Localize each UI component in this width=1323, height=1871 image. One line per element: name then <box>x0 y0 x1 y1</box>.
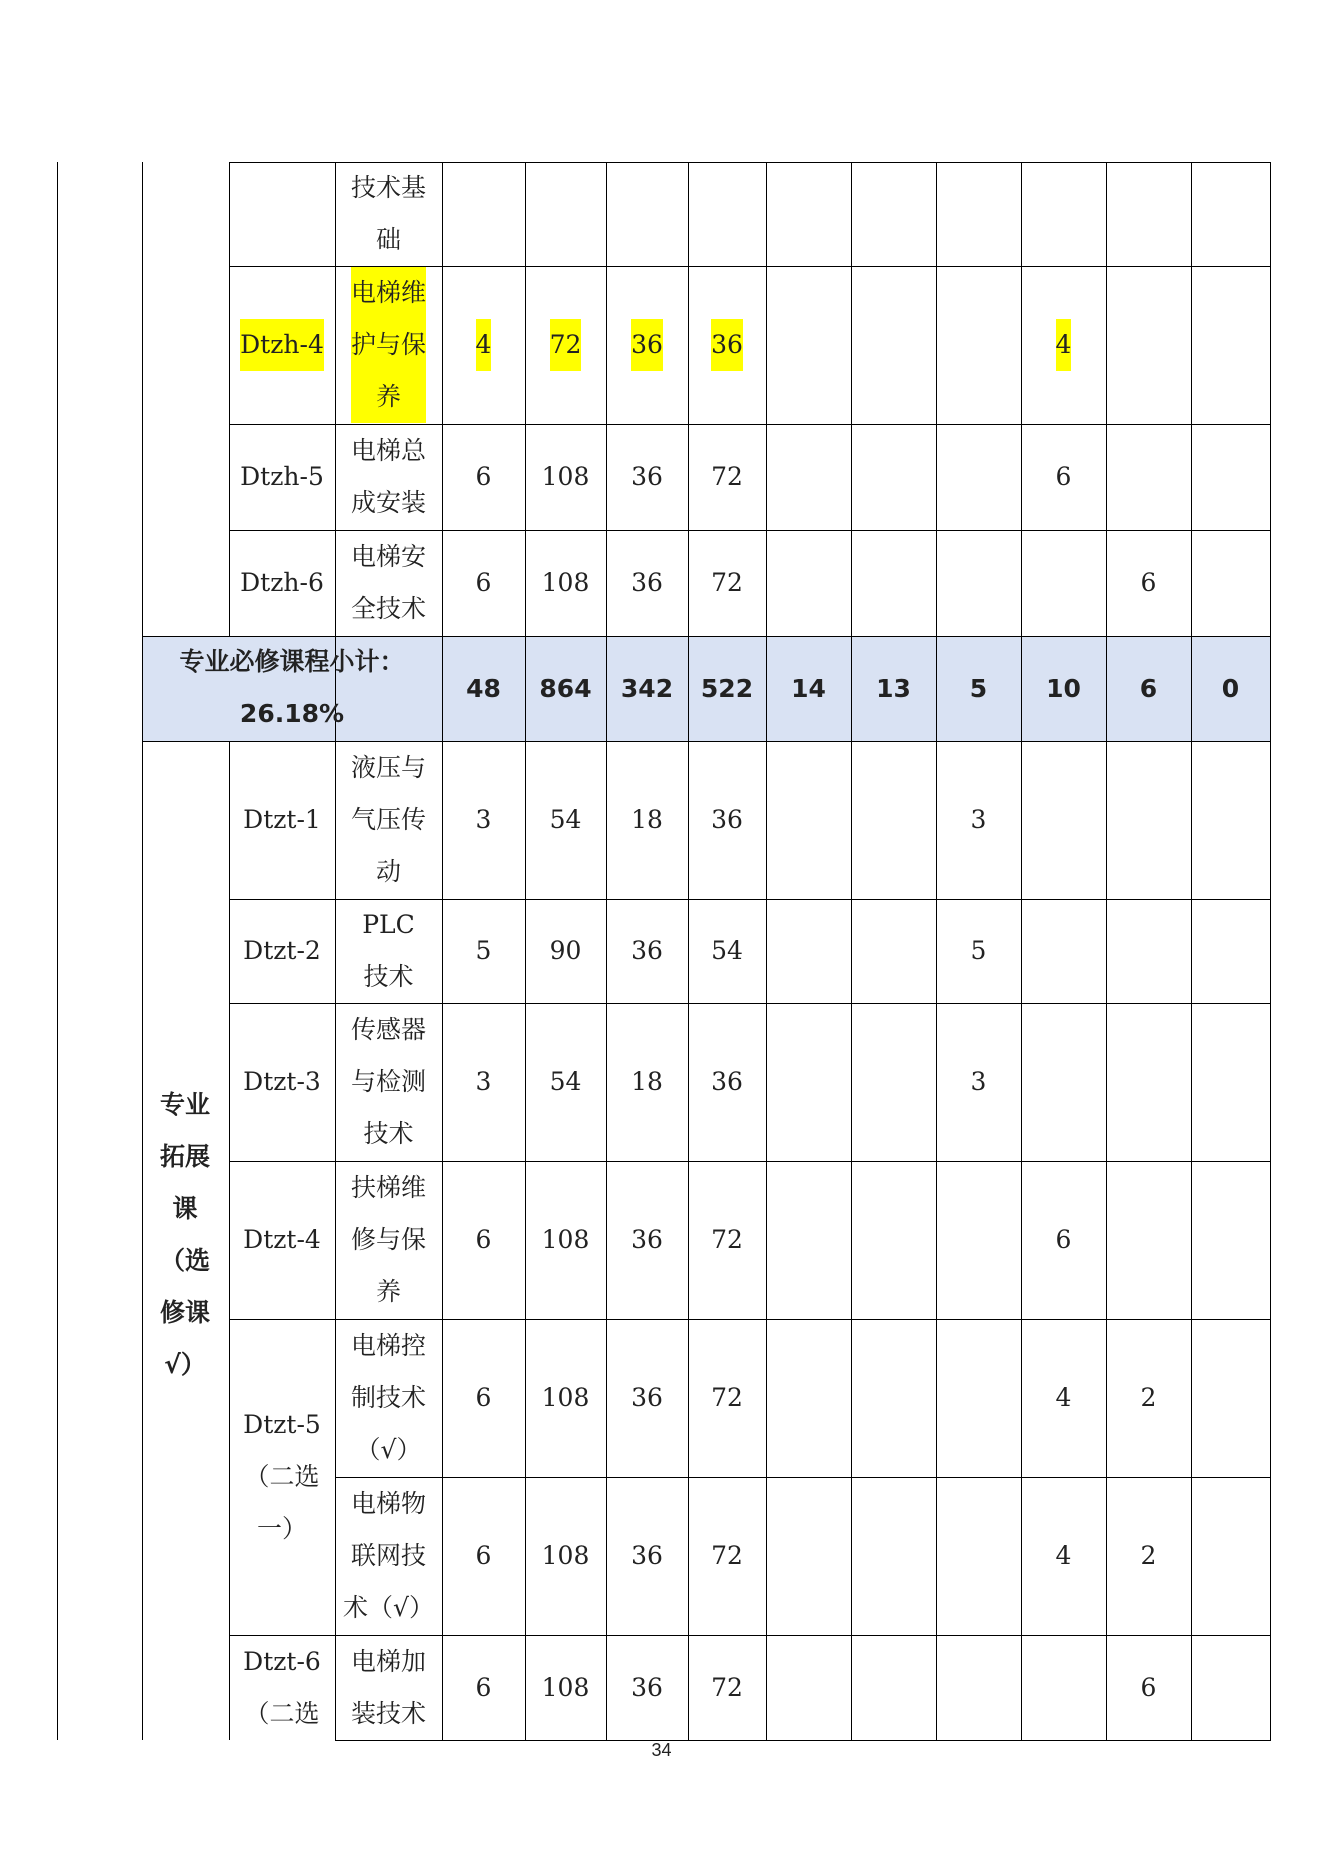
course-name-cell <box>335 899 442 1003</box>
value-cell-practice <box>688 1319 766 1477</box>
value-cell-hours-text: 90 <box>549 936 582 965</box>
course-name-cell-text: 电梯物 联网技 术（√） <box>343 1489 434 1622</box>
value-cell-theory <box>606 530 688 636</box>
value-cell-s2 <box>851 162 936 266</box>
value-cell-hours <box>525 1003 606 1161</box>
value-cell-practice-text: 72 <box>711 1541 743 1570</box>
value-cell-s3 <box>936 266 1021 424</box>
value-cell-credits <box>442 1319 525 1477</box>
value-cell-s5 <box>1106 1477 1191 1635</box>
value-cell-theory-text: 36 <box>631 319 663 371</box>
course-name-cell-text: PLC 技术 <box>362 910 415 991</box>
value-cell-theory-text: 36 <box>631 568 663 597</box>
subtotal-value <box>688 636 766 741</box>
value-cell-s5 <box>1106 266 1191 424</box>
course-name-cell <box>335 1319 442 1477</box>
value-cell-theory <box>606 162 688 266</box>
subtotal-value <box>606 636 688 741</box>
course-name-cell <box>335 530 442 636</box>
value-cell-s3 <box>936 424 1021 530</box>
value-cell-s3-text: 3 <box>970 805 987 834</box>
course-name-cell-text: 电梯安 全技术 <box>350 542 426 623</box>
value-cell-s4 <box>1021 1319 1106 1477</box>
value-cell-s4 <box>1021 741 1106 899</box>
value-cell-s4-text: 6 <box>1055 1225 1072 1254</box>
value-cell-s3 <box>936 1003 1021 1161</box>
value-cell-theory <box>606 1319 688 1477</box>
value-cell-s5-text: 6 <box>1140 568 1157 597</box>
course-code-cell <box>229 530 335 636</box>
value-cell-s4 <box>1021 1477 1106 1635</box>
value-cell-s2 <box>851 424 936 530</box>
value-cell-s6 <box>1191 266 1270 424</box>
value-cell-s6 <box>1191 741 1270 899</box>
page-number: 34 <box>651 1740 672 1760</box>
course-code-cell-text: Dtzh-5 <box>240 462 324 491</box>
subtotal-label: 专业必修课程小计： 26.18% <box>179 647 405 728</box>
subtotal-value-text: 13 <box>876 673 911 703</box>
value-cell-credits <box>442 1161 525 1319</box>
value-cell-practice <box>688 162 766 266</box>
course-code-cell <box>229 162 335 266</box>
value-cell-s2 <box>851 741 936 899</box>
value-cell-s2 <box>851 1319 936 1477</box>
course-code-cell <box>229 266 335 424</box>
value-cell-credits-text: 6 <box>475 462 492 491</box>
value-cell-s6 <box>1191 1477 1270 1635</box>
value-cell-practice <box>688 1003 766 1161</box>
value-cell-hours <box>525 1319 606 1477</box>
value-cell-hours-text: 54 <box>549 1067 582 1096</box>
value-cell-credits-text: 3 <box>475 1067 492 1096</box>
value-cell-hours-text: 108 <box>541 568 590 597</box>
course-name-cell <box>335 266 442 424</box>
value-cell-hours <box>525 1635 606 1740</box>
value-cell-s6 <box>1191 1635 1270 1740</box>
value-cell-s1 <box>766 899 851 1003</box>
value-cell-s1 <box>766 266 851 424</box>
course-name-cell-text: 扶梯维 修与保 养 <box>350 1173 426 1306</box>
course-code-cell <box>229 1161 335 1319</box>
value-cell-s2 <box>851 1635 936 1740</box>
course-code-cell-text: Dtzt-2 <box>243 936 321 965</box>
value-cell-s3-text: 5 <box>970 936 987 965</box>
subtotal-value-text: 6 <box>1139 673 1158 703</box>
course-name-cell <box>335 1161 442 1319</box>
value-cell-credits <box>442 266 525 424</box>
value-cell-s4-text: 6 <box>1055 462 1072 491</box>
value-cell-credits-text: 6 <box>475 1672 492 1702</box>
value-cell-hours <box>525 530 606 636</box>
value-cell-theory <box>606 899 688 1003</box>
value-cell-s4 <box>1021 1635 1106 1740</box>
course-name-cell <box>335 1635 442 1740</box>
value-cell-practice <box>688 530 766 636</box>
value-cell-s1 <box>766 1635 851 1740</box>
course-code-cell-text: Dtzt-3 <box>243 1067 321 1096</box>
course-name-cell-text: 电梯控 制技术 （√） <box>350 1331 426 1464</box>
value-cell-theory <box>606 266 688 424</box>
value-cell-s2 <box>851 1477 936 1635</box>
value-cell-s1 <box>766 1319 851 1477</box>
value-cell-s4-text: 4 <box>1055 1541 1072 1570</box>
value-cell-practice <box>688 1635 766 1740</box>
course-name-cell-text: 电梯维 护与保 养 <box>351 267 426 423</box>
value-cell-s5 <box>1106 741 1191 899</box>
value-cell-s3 <box>936 1319 1021 1477</box>
value-cell-credits-text: 6 <box>475 1225 492 1254</box>
value-cell-hours <box>525 1477 606 1635</box>
subtotal-value <box>1021 636 1106 741</box>
value-cell-s5-text: 2 <box>1140 1541 1157 1570</box>
value-cell-s6 <box>1191 1161 1270 1319</box>
value-cell-practice-text: 72 <box>711 1383 743 1412</box>
value-cell-theory-text: 36 <box>631 1541 663 1570</box>
value-cell-s3 <box>936 1477 1021 1635</box>
value-cell-credits <box>442 1003 525 1161</box>
value-cell-s4 <box>1021 1161 1106 1319</box>
value-cell-theory <box>606 741 688 899</box>
value-cell-hours <box>525 741 606 899</box>
subtotal-value-text: 342 <box>620 673 674 703</box>
value-cell-hours-text: 54 <box>549 805 582 834</box>
value-cell-s5 <box>1106 1635 1191 1740</box>
course-name-cell <box>335 162 442 266</box>
subtotal-value <box>1191 636 1270 741</box>
value-cell-s4 <box>1021 899 1106 1003</box>
subtotal-value-text: 10 <box>1046 673 1081 703</box>
value-cell-s1 <box>766 1477 851 1635</box>
subtotal-value <box>851 636 936 741</box>
subtotal-value-text: 48 <box>466 673 501 703</box>
value-cell-s2 <box>851 530 936 636</box>
value-cell-practice <box>688 1477 766 1635</box>
value-cell-practice-text: 36 <box>711 1067 743 1096</box>
value-cell-credits <box>442 741 525 899</box>
value-cell-practice-text: 72 <box>711 1672 743 1702</box>
value-cell-theory-text: 36 <box>631 1383 663 1412</box>
value-cell-s1 <box>766 741 851 899</box>
value-cell-theory-text: 36 <box>631 462 663 491</box>
course-code-cell-text: Dtzh-6 <box>240 568 324 597</box>
course-name-cell-text: 电梯加 装技术 <box>350 1646 426 1728</box>
course-code-cell <box>229 1635 335 1740</box>
subtotal-value-text: 522 <box>700 673 754 703</box>
value-cell-s3 <box>936 741 1021 899</box>
value-cell-s3 <box>936 162 1021 266</box>
course-code-cell-text: Dtzt-4 <box>243 1225 321 1254</box>
value-cell-theory <box>606 1635 688 1740</box>
value-cell-s5 <box>1106 1319 1191 1477</box>
course-code-cell-text: Dtzt-1 <box>243 805 321 834</box>
value-cell-s4-text: 4 <box>1056 319 1072 371</box>
value-cell-theory-text: 36 <box>631 1225 663 1254</box>
value-cell-s1 <box>766 1003 851 1161</box>
value-cell-credits <box>442 424 525 530</box>
value-cell-theory <box>606 424 688 530</box>
course-name-cell <box>335 1477 442 1635</box>
value-cell-s5 <box>1106 424 1191 530</box>
value-cell-credits-text: 6 <box>475 1541 492 1570</box>
value-cell-hours <box>525 266 606 424</box>
value-cell-s3 <box>936 899 1021 1003</box>
subtotal-value <box>442 636 525 741</box>
value-cell-s3-text: 3 <box>970 1067 987 1096</box>
value-cell-practice <box>688 266 766 424</box>
value-cell-s5-text: 6 <box>1140 1672 1157 1702</box>
value-cell-theory <box>606 1161 688 1319</box>
value-cell-hours-text: 108 <box>541 1541 590 1570</box>
value-cell-hours-text: 108 <box>541 1672 590 1702</box>
value-cell-credits <box>442 1477 525 1635</box>
value-cell-hours <box>525 162 606 266</box>
value-cell-s6 <box>1191 530 1270 636</box>
value-cell-s5 <box>1106 530 1191 636</box>
value-cell-practice-text: 72 <box>711 462 743 491</box>
value-cell-credits-text: 4 <box>476 319 492 371</box>
value-cell-practice <box>688 424 766 530</box>
value-cell-s2 <box>851 1161 936 1319</box>
value-cell-s5 <box>1106 1003 1191 1161</box>
value-cell-s6 <box>1191 1319 1270 1477</box>
value-cell-s2 <box>851 1003 936 1161</box>
value-cell-s5-text: 2 <box>1140 1383 1157 1412</box>
course-code-cell-text: Dtzh-4 <box>240 319 324 371</box>
value-cell-s3 <box>936 1161 1021 1319</box>
course-name-cell <box>335 741 442 899</box>
value-cell-s4-text: 4 <box>1055 1383 1072 1412</box>
subtotal-value-text: 864 <box>539 673 592 703</box>
value-cell-s1 <box>766 530 851 636</box>
subtotal-value-text: 0 <box>1221 673 1240 703</box>
category-column-border <box>142 162 143 1740</box>
subtotal-value-text: 5 <box>969 673 988 703</box>
value-cell-credits <box>442 1635 525 1740</box>
value-cell-practice-text: 72 <box>711 568 743 597</box>
course-name-cell-text: 电梯总 成安装 <box>350 436 426 517</box>
value-cell-s6 <box>1191 899 1270 1003</box>
course-name-cell-text: 液压与 气压传 动 <box>350 753 426 886</box>
subtotal-value <box>525 636 606 741</box>
value-cell-hours <box>525 899 606 1003</box>
value-cell-s6 <box>1191 162 1270 266</box>
value-cell-hours-text: 108 <box>541 1383 590 1412</box>
value-cell-s4 <box>1021 162 1106 266</box>
value-cell-theory <box>606 1477 688 1635</box>
value-cell-theory-text: 18 <box>631 1067 663 1096</box>
value-cell-theory-text: 18 <box>631 805 663 834</box>
value-cell-hours <box>525 424 606 530</box>
value-cell-practice <box>688 1161 766 1319</box>
subtotal-value <box>936 636 1021 741</box>
course-name-cell <box>335 424 442 530</box>
value-cell-credits <box>442 899 525 1003</box>
value-cell-hours-text: 72 <box>550 319 582 371</box>
value-cell-s2 <box>851 899 936 1003</box>
value-cell-s1 <box>766 424 851 530</box>
course-code-cell-text: Dtzt-6 （二选 <box>243 1646 321 1728</box>
value-cell-practice-text: 72 <box>711 1225 743 1254</box>
value-cell-practice-text: 36 <box>711 805 743 834</box>
value-cell-practice-text: 54 <box>711 936 743 965</box>
value-cell-s5 <box>1106 162 1191 266</box>
value-cell-credits <box>442 162 525 266</box>
value-cell-hours-text: 108 <box>541 1225 590 1254</box>
value-cell-s1 <box>766 1161 851 1319</box>
course-name-cell-text: 传感器 与检测 技术 <box>350 1015 426 1148</box>
value-cell-practice-text: 36 <box>711 319 743 371</box>
value-cell-hours-text: 108 <box>541 462 590 491</box>
value-cell-s4 <box>1021 530 1106 636</box>
value-cell-s5 <box>1106 899 1191 1003</box>
course-name-cell <box>335 1003 442 1161</box>
outer-left-border <box>57 162 58 1740</box>
course-code-cell <box>229 1003 335 1161</box>
value-cell-s4 <box>1021 424 1106 530</box>
value-cell-s5 <box>1106 1161 1191 1319</box>
value-cell-s6 <box>1191 1003 1270 1161</box>
value-cell-s4 <box>1021 266 1106 424</box>
value-cell-s2 <box>851 266 936 424</box>
category-cell-expansion: 专业 拓展 课 （选 修课 √） <box>159 1090 210 1379</box>
value-cell-credits-text: 3 <box>475 805 492 834</box>
course-name-cell-text: 技术基 础 <box>350 173 426 254</box>
value-cell-practice <box>688 741 766 899</box>
value-cell-s1 <box>766 162 851 266</box>
subtotal-value <box>1106 636 1191 741</box>
value-cell-theory-text: 36 <box>631 1672 663 1702</box>
value-cell-theory <box>606 1003 688 1161</box>
course-code-cell <box>229 741 335 899</box>
course-code-cell <box>229 899 335 1003</box>
value-cell-hours <box>525 1161 606 1319</box>
value-cell-credits-text: 6 <box>475 1383 492 1412</box>
value-cell-theory-text: 36 <box>631 936 663 965</box>
value-cell-s3 <box>936 530 1021 636</box>
value-cell-s3 <box>936 1635 1021 1740</box>
merged-code-dtzt5: Dtzt-5 （二选 一） <box>243 1410 321 1543</box>
course-code-cell <box>229 424 335 530</box>
table-border <box>1270 162 1271 1740</box>
value-cell-s6 <box>1191 424 1270 530</box>
value-cell-credits-text: 6 <box>475 568 492 597</box>
value-cell-practice <box>688 899 766 1003</box>
subtotal-value-text: 14 <box>791 673 826 703</box>
value-cell-credits <box>442 530 525 636</box>
value-cell-credits-text: 5 <box>475 936 492 965</box>
value-cell-s4 <box>1021 1003 1106 1161</box>
subtotal-value <box>766 636 851 741</box>
